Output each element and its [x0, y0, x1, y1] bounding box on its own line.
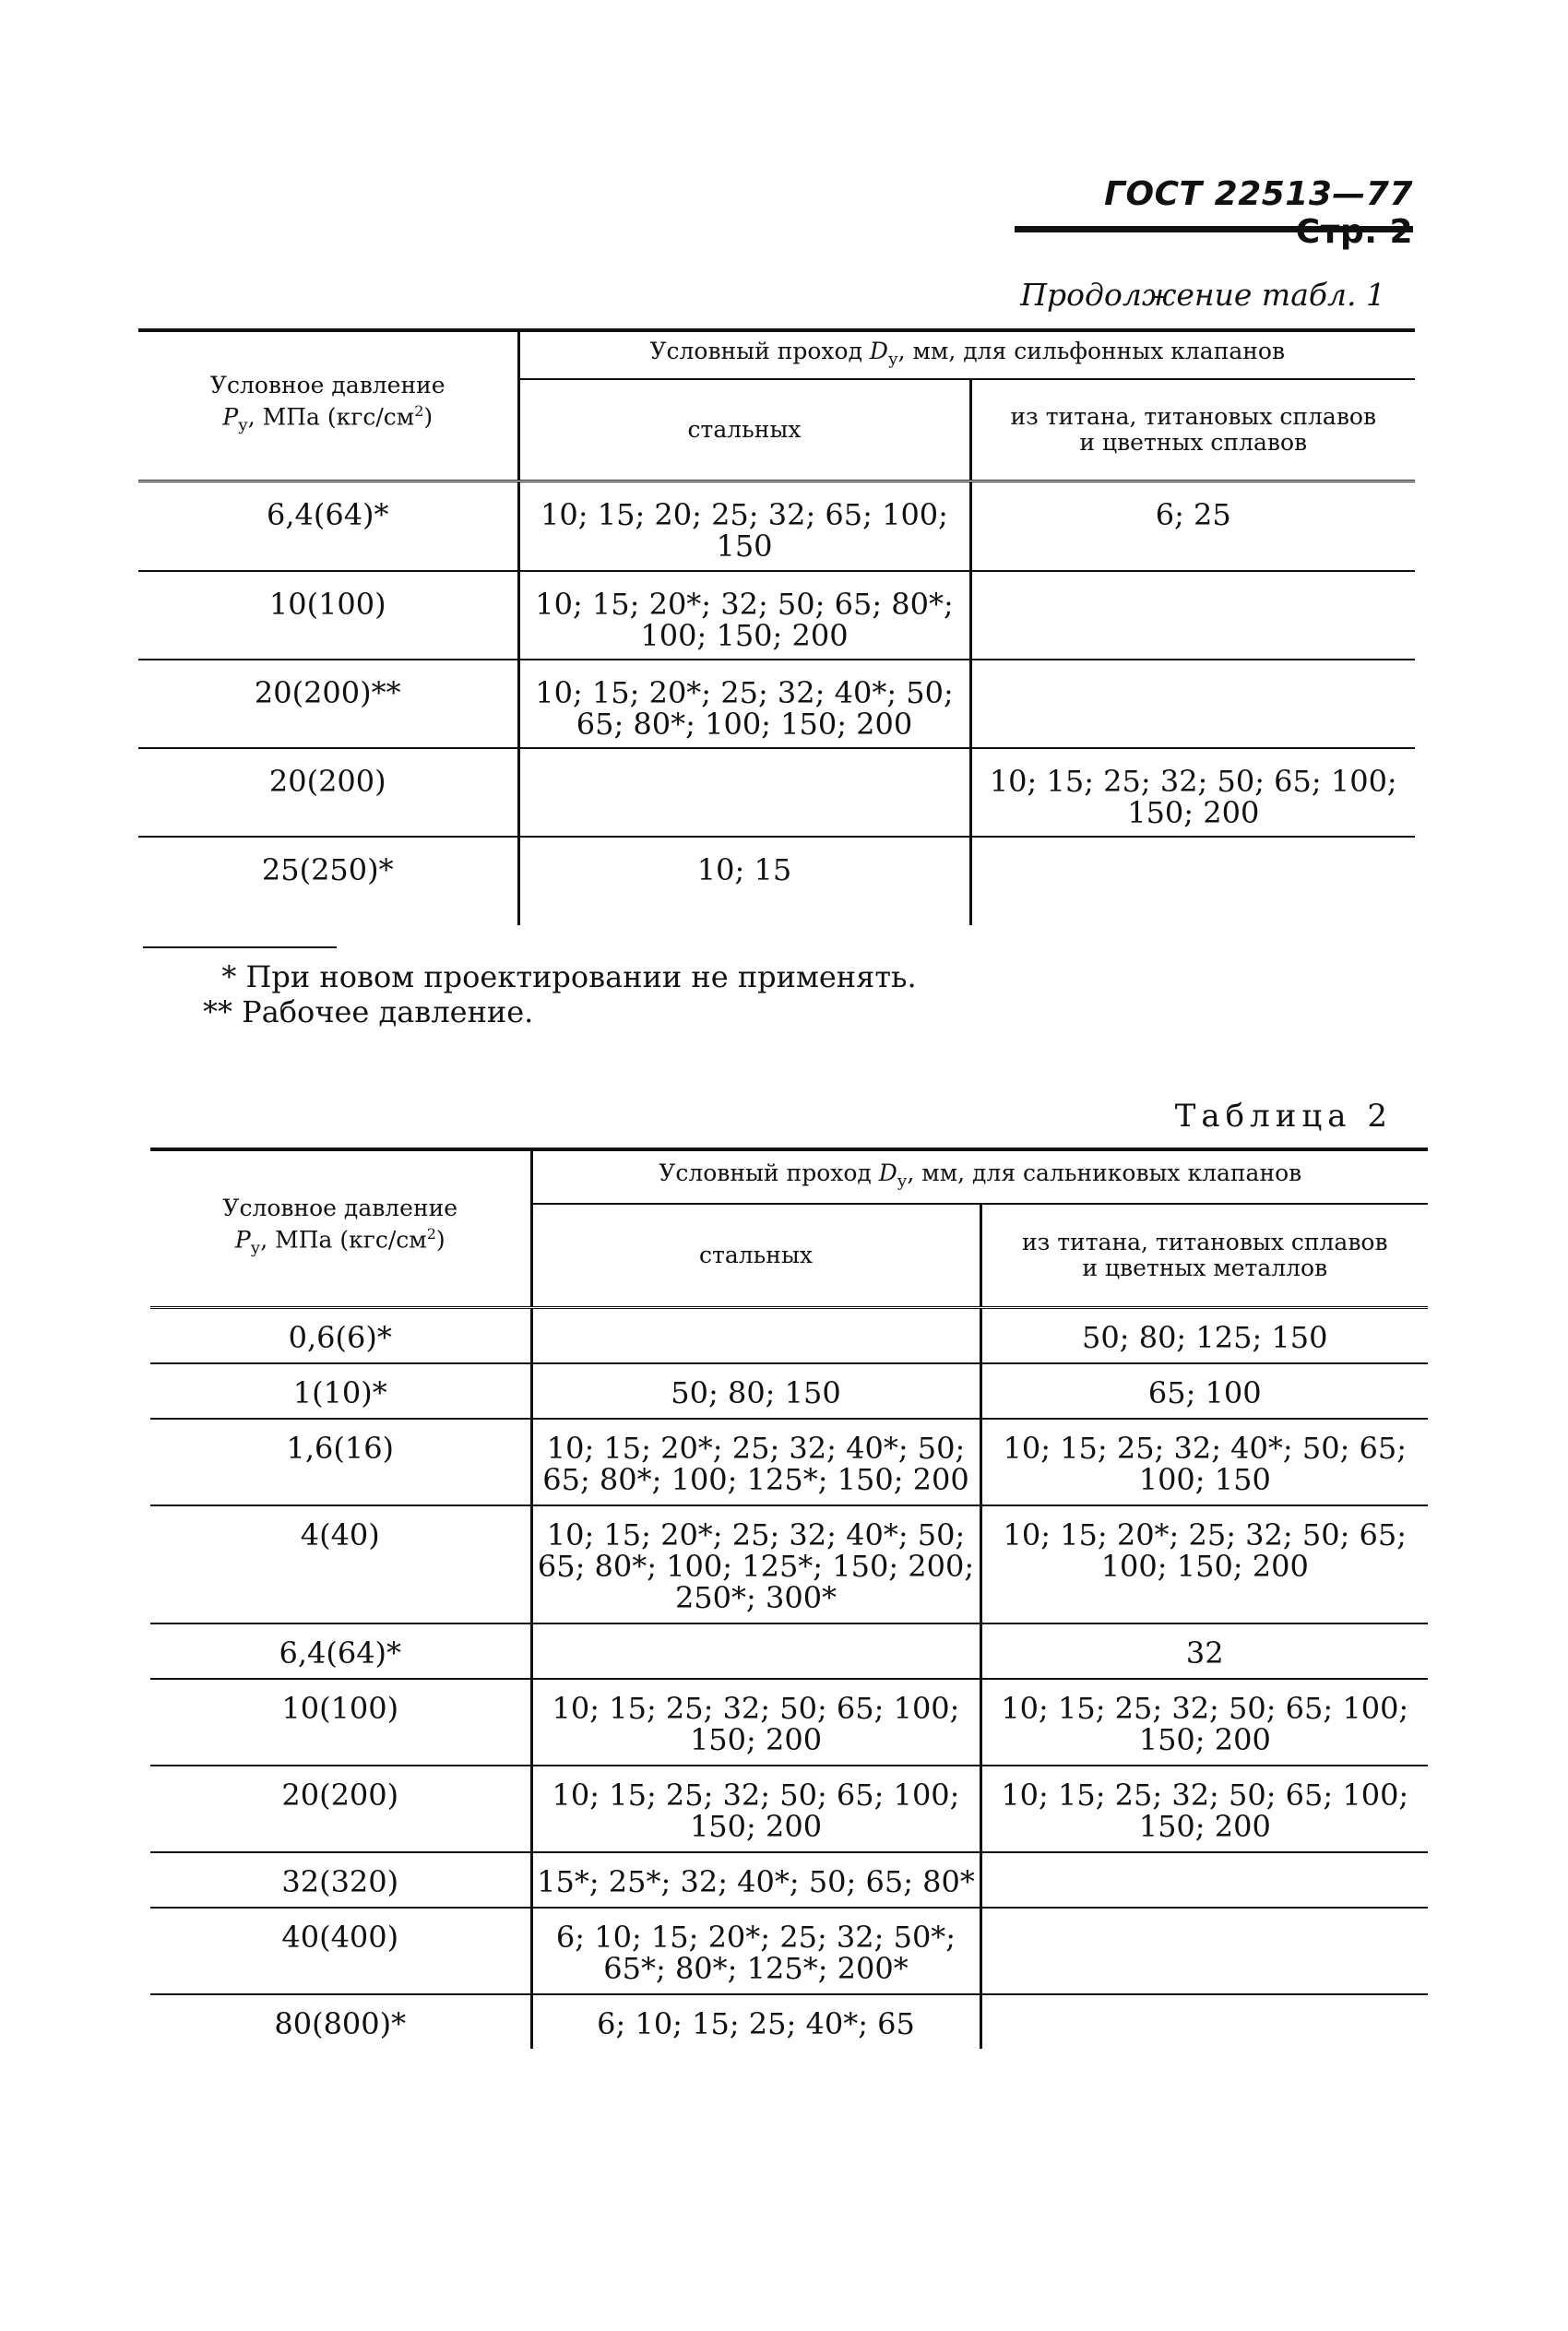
footnote-1: * При новом проектировании не применять.: [203, 959, 917, 994]
steel-cell: 6; 10; 15; 25; 40*; 65: [531, 1994, 980, 2049]
steel-cell: 10; 15; 20*; 25; 32; 40*; 50; 65; 80*; 100; 125*; 150; 200; 250*; 300*: [531, 1505, 980, 1623]
group-header-pre: Условный проход: [659, 1159, 879, 1186]
pressure-cell: 40(400): [150, 1908, 531, 1994]
table-row: [138, 571, 1415, 660]
titanium-cell: [970, 660, 1415, 748]
titanium-cell: 10; 15; 25; 32; 50; 65; 100; 150; 200: [970, 748, 1415, 837]
table2-titanium-header: [980, 1204, 1428, 1308]
pressure-cell: 1,6(16): [150, 1419, 531, 1505]
pressure-cell: 32(320): [150, 1852, 531, 1908]
table1-steel-header: стальных: [518, 379, 970, 482]
steel-cell: [531, 1623, 980, 1679]
pressure-cell: 25(250)*: [261, 852, 394, 887]
table-row: [150, 1994, 1428, 2049]
pressure-cell: 20(200): [138, 748, 518, 837]
titanium-cell: [980, 1994, 1428, 2049]
titanium-cell: [980, 1908, 1428, 1994]
table1-group-header: [518, 330, 1415, 379]
table-row: [150, 1766, 1428, 1852]
pressure-header-line1: Условное давление: [222, 1195, 458, 1222]
steel-cell: 10; 15; 20*; 25; 32; 40*; 50; 65; 80*; 100; 125*; 150; 200: [531, 1419, 980, 1505]
steel-cell: 15*; 25*; 32; 40*; 50; 65; 80*: [531, 1852, 980, 1908]
table-row: [150, 1679, 1428, 1766]
titanium-cell: 65; 100: [980, 1363, 1428, 1419]
header-rule: [1015, 226, 1413, 232]
pressure-cell: 6,4(64)*: [138, 482, 518, 571]
steel-cell: [518, 748, 970, 837]
titanium-cell: 6; 25: [970, 482, 1415, 571]
steel-cell: 10; 15: [518, 837, 970, 925]
titanium-cell: [970, 571, 1415, 660]
steel-cell: 10; 15; 25; 32; 50; 65; 100; 150; 200: [531, 1766, 980, 1852]
pressure-units-close: ): [423, 403, 434, 431]
table-row: [150, 1309, 1428, 1363]
titanium-cell: 10; 15; 25; 32; 50; 65; 100; 150; 200: [980, 1679, 1428, 1766]
pressure-cell: 10(100): [138, 571, 518, 660]
titanium-cell: [980, 1852, 1428, 1908]
titanium-cell: 10; 15; 25; 32; 40*; 50; 65; 100; 150: [980, 1419, 1428, 1505]
steel-cell: 10; 15; 20*; 25; 32; 40*; 50; 65; 80*; 100; 150; 200: [518, 660, 970, 748]
pressure-cell: 20(200)**: [138, 660, 518, 748]
titanium-header-line1: из титана, титановых сплавов: [1010, 403, 1377, 430]
table-row: [150, 1852, 1428, 1908]
pressure-symbol: P: [222, 403, 239, 431]
group-header-sub: у: [887, 349, 898, 369]
table-row: [138, 660, 1415, 748]
steel-cell: 50; 80; 150: [531, 1363, 980, 1419]
pressure-cell: 10(100): [150, 1679, 531, 1766]
titanium-cell: 10; 15; 20*; 25; 32; 50; 65; 100; 150; 200: [980, 1505, 1428, 1623]
table-row: [150, 1623, 1428, 1679]
table-row: [150, 1419, 1428, 1505]
titanium-cell: 10; 15; 25; 32; 50; 65; 100; 150; 200: [980, 1766, 1428, 1852]
steel-cell: 10; 15; 20; 25; 32; 65; 100; 150: [518, 482, 970, 571]
table2-pressure-header: [150, 1149, 531, 1308]
titanium-header-line2: и цветных металлов: [1082, 1255, 1328, 1281]
pressure-symbol-sub: у: [238, 415, 248, 435]
page-header: [1015, 175, 1413, 251]
titanium-cell: [970, 837, 1415, 925]
titanium-cell: 32: [980, 1623, 1428, 1679]
table1-pressure-header: [138, 330, 518, 482]
group-header-symbol: D: [869, 337, 888, 364]
table2-steel-header: стальных: [531, 1204, 980, 1308]
steel-cell: 10; 15; 20*; 32; 50; 65; 80*; 100; 150; 200: [518, 571, 970, 660]
pressure-symbol: P: [234, 1226, 251, 1254]
group-header-symbol: D: [878, 1159, 897, 1186]
pressure-units-sup: 2: [414, 402, 424, 421]
pressure-units-sup: 2: [426, 1225, 436, 1243]
pressure-units-close: ): [435, 1226, 445, 1254]
standard-number: ГОСТ 22513—77: [1104, 175, 1413, 213]
steel-cell: 6; 10; 15; 20*; 25; 32; 50*; 65*; 80*; 125*; 200*: [531, 1908, 980, 1994]
table2-group-header: [531, 1149, 1428, 1204]
pressure-cell: 20(200): [150, 1766, 531, 1852]
table-row: [138, 837, 1415, 925]
table1-caption: Продолжение табл. 1: [1020, 277, 1385, 313]
titanium-cell: 50; 80; 125; 150: [980, 1309, 1428, 1363]
pressure-cell: 80(800)*: [274, 2006, 407, 2041]
table1: [138, 328, 1415, 925]
pressure-cell: 1(10)*: [150, 1363, 531, 1419]
table1-titanium-header: [970, 379, 1415, 482]
table-row: [150, 1363, 1428, 1419]
pressure-header-line1: Условное давление: [209, 372, 445, 399]
group-header-sub: у: [897, 1171, 908, 1191]
titanium-header-line2: и цветных сплавов: [1079, 429, 1308, 456]
pressure-cell: 4(40): [150, 1505, 531, 1623]
pressure-cell: 6,4(64)*: [150, 1623, 531, 1679]
table-row: [150, 1908, 1428, 1994]
group-header-pre: Условный проход: [649, 337, 870, 364]
table2-caption: Таблица 2: [1174, 1098, 1393, 1135]
table-row: [138, 748, 1415, 837]
pressure-units: , МПа (кгс/см: [247, 403, 415, 431]
table-row: [138, 482, 1415, 571]
group-header-post: , мм, для сальниковых клапанов: [907, 1159, 1302, 1186]
group-header-post: , мм, для сильфонных клапанов: [897, 337, 1286, 364]
footnote-rule: [143, 946, 337, 948]
table2: [150, 1148, 1428, 2049]
footnote-2: ** Рабочее давление.: [203, 994, 534, 1029]
pressure-units: , МПа (кгс/см: [260, 1226, 427, 1254]
pressure-symbol-sub: у: [250, 1238, 261, 1258]
steel-cell: [531, 1309, 980, 1363]
pressure-cell: 0,6(6)*: [150, 1309, 531, 1363]
steel-cell: 10; 15; 25; 32; 50; 65; 100; 150; 200: [531, 1679, 980, 1766]
titanium-header-line1: из титана, титановых сплавов: [1021, 1229, 1388, 1255]
table-row: [150, 1505, 1428, 1623]
footnotes: [203, 959, 917, 1029]
